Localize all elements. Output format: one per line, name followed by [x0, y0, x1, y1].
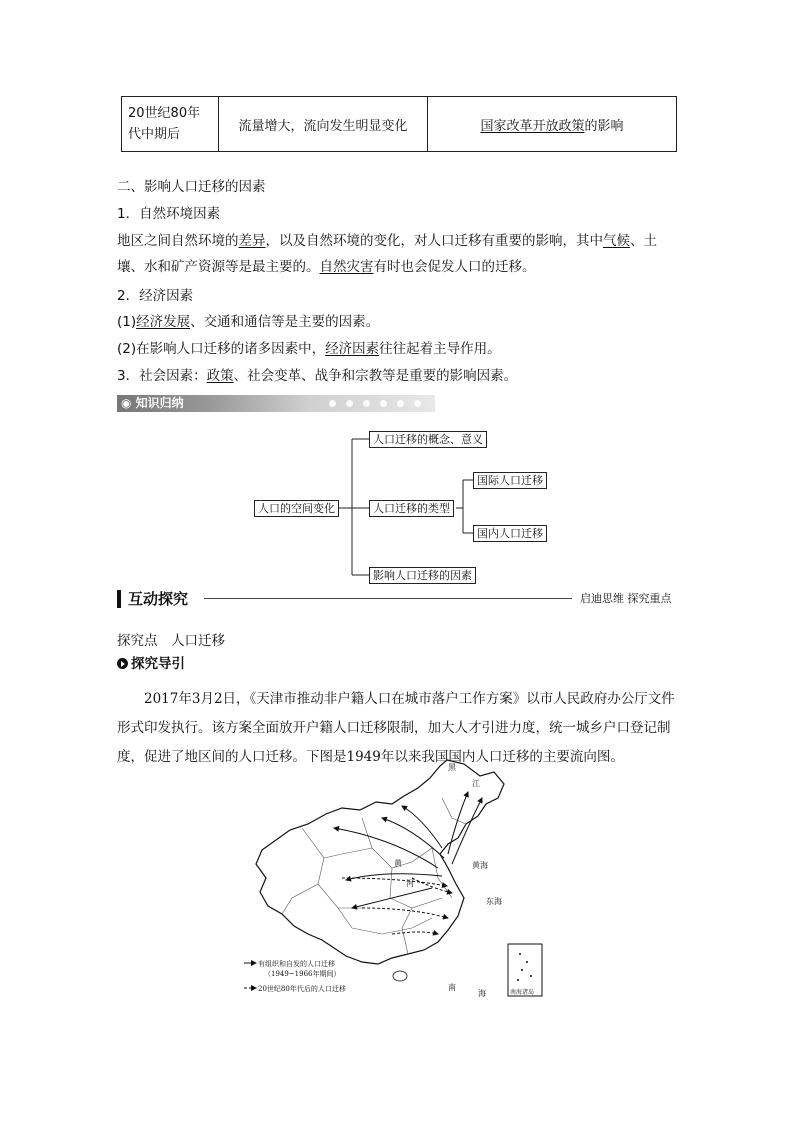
section-heading: 二、影响人口迁移的因素 [117, 179, 266, 195]
text: 、土壤、水和矿产资源等是最主要的。 [117, 233, 657, 275]
text: 有时也会促发人口的迁移。 [373, 259, 536, 275]
mindmap-root: 人口的空间变化 [254, 500, 339, 517]
text: (1) [117, 314, 137, 330]
mindmap-concept: 人口迁移的概念、意义 [369, 431, 487, 448]
label-nan: 南 [448, 983, 456, 992]
mindmap-factors: 影响人口迁移的因素 [369, 567, 476, 584]
label-donghai: 东海 [486, 897, 502, 906]
feature-cell: 流量增大，流向发生明显变化 [219, 97, 428, 152]
section-rule [204, 598, 572, 599]
text: 、社会变革、战争和宗教等是重要的影响因素。 [233, 368, 518, 384]
section-subtitle: 启迪思维 探究重点 [580, 592, 672, 605]
underlined-term: 经济因素 [325, 341, 380, 357]
china-migration-map [242, 758, 554, 1002]
underlined-term: 经济发展 [136, 314, 191, 330]
label-jiang: 江 [472, 779, 480, 788]
explore-paragraph: 2017年3月2日，《天津市推动非户籍人口在城市落户工作方案》以市人民政府办公厅文件形式印发执行。该方案全面放开户籍人口迁移限制，加大人才引进力度，统一城乡户口登记制度，促进了地区间的人口迁移。下图是1949年以来我国国内人口迁移的主要流向图。 [117, 691, 675, 765]
reason-suffix: 的影响 [584, 118, 624, 134]
inset-label: 南海诸岛 [510, 989, 535, 996]
mindmap-international: 国际人口迁移 [473, 472, 547, 489]
knowledge-summary-label: ◉ 知识归纳 [121, 396, 184, 410]
item2-title: 2．经济因素 [117, 288, 194, 304]
mindmap-types: 人口迁移的类型 [369, 500, 454, 517]
legend-1b: （1949~1966年期间） [264, 970, 341, 978]
text: 、交通和通信等是主要的因素。 [190, 314, 380, 330]
reason-underlined: 国家改革开放政策 [480, 118, 585, 134]
label-huang: 黄 [394, 859, 402, 868]
hainan-island [393, 971, 407, 981]
text: 3．社会因素： [117, 368, 207, 384]
text: ，以及自然环境的变化，对人口迁移有重要的影响，其中 [265, 233, 603, 249]
map-legend [244, 959, 346, 993]
text: 往往起着主导作用。 [379, 341, 501, 357]
period-cell: 20世纪80年代中期后 [122, 97, 219, 152]
play-icon [117, 658, 128, 669]
explore-point: 探究点 人口迁移 [117, 633, 225, 649]
explore-guide: 探究导引 [131, 656, 185, 672]
legend-2: 20世纪80年代后的人口迁移 [258, 985, 346, 993]
item1-title: 1．自然环境因素 [117, 206, 221, 222]
text: (2)在影响人口迁移的诸多因素中， [117, 341, 326, 357]
underlined-term: 政策 [206, 368, 234, 384]
label-hai: 海 [478, 989, 486, 998]
label-huanghai: 黄海 [472, 861, 488, 870]
mindmap-domestic: 国内人口迁移 [473, 525, 547, 542]
section-marker [117, 590, 121, 608]
label-hei: 黑 [448, 763, 456, 772]
section-title: 互动探究 [128, 590, 189, 608]
underlined-term: 自然灾害 [319, 259, 374, 275]
text: 地区之间自然环境的 [117, 233, 239, 249]
underlined-term: 差异 [238, 233, 266, 249]
legend-1: 有组织和自发的人口迁移 [258, 960, 335, 968]
underlined-term: 气候 [603, 233, 630, 249]
label-he: 河 [406, 879, 414, 888]
